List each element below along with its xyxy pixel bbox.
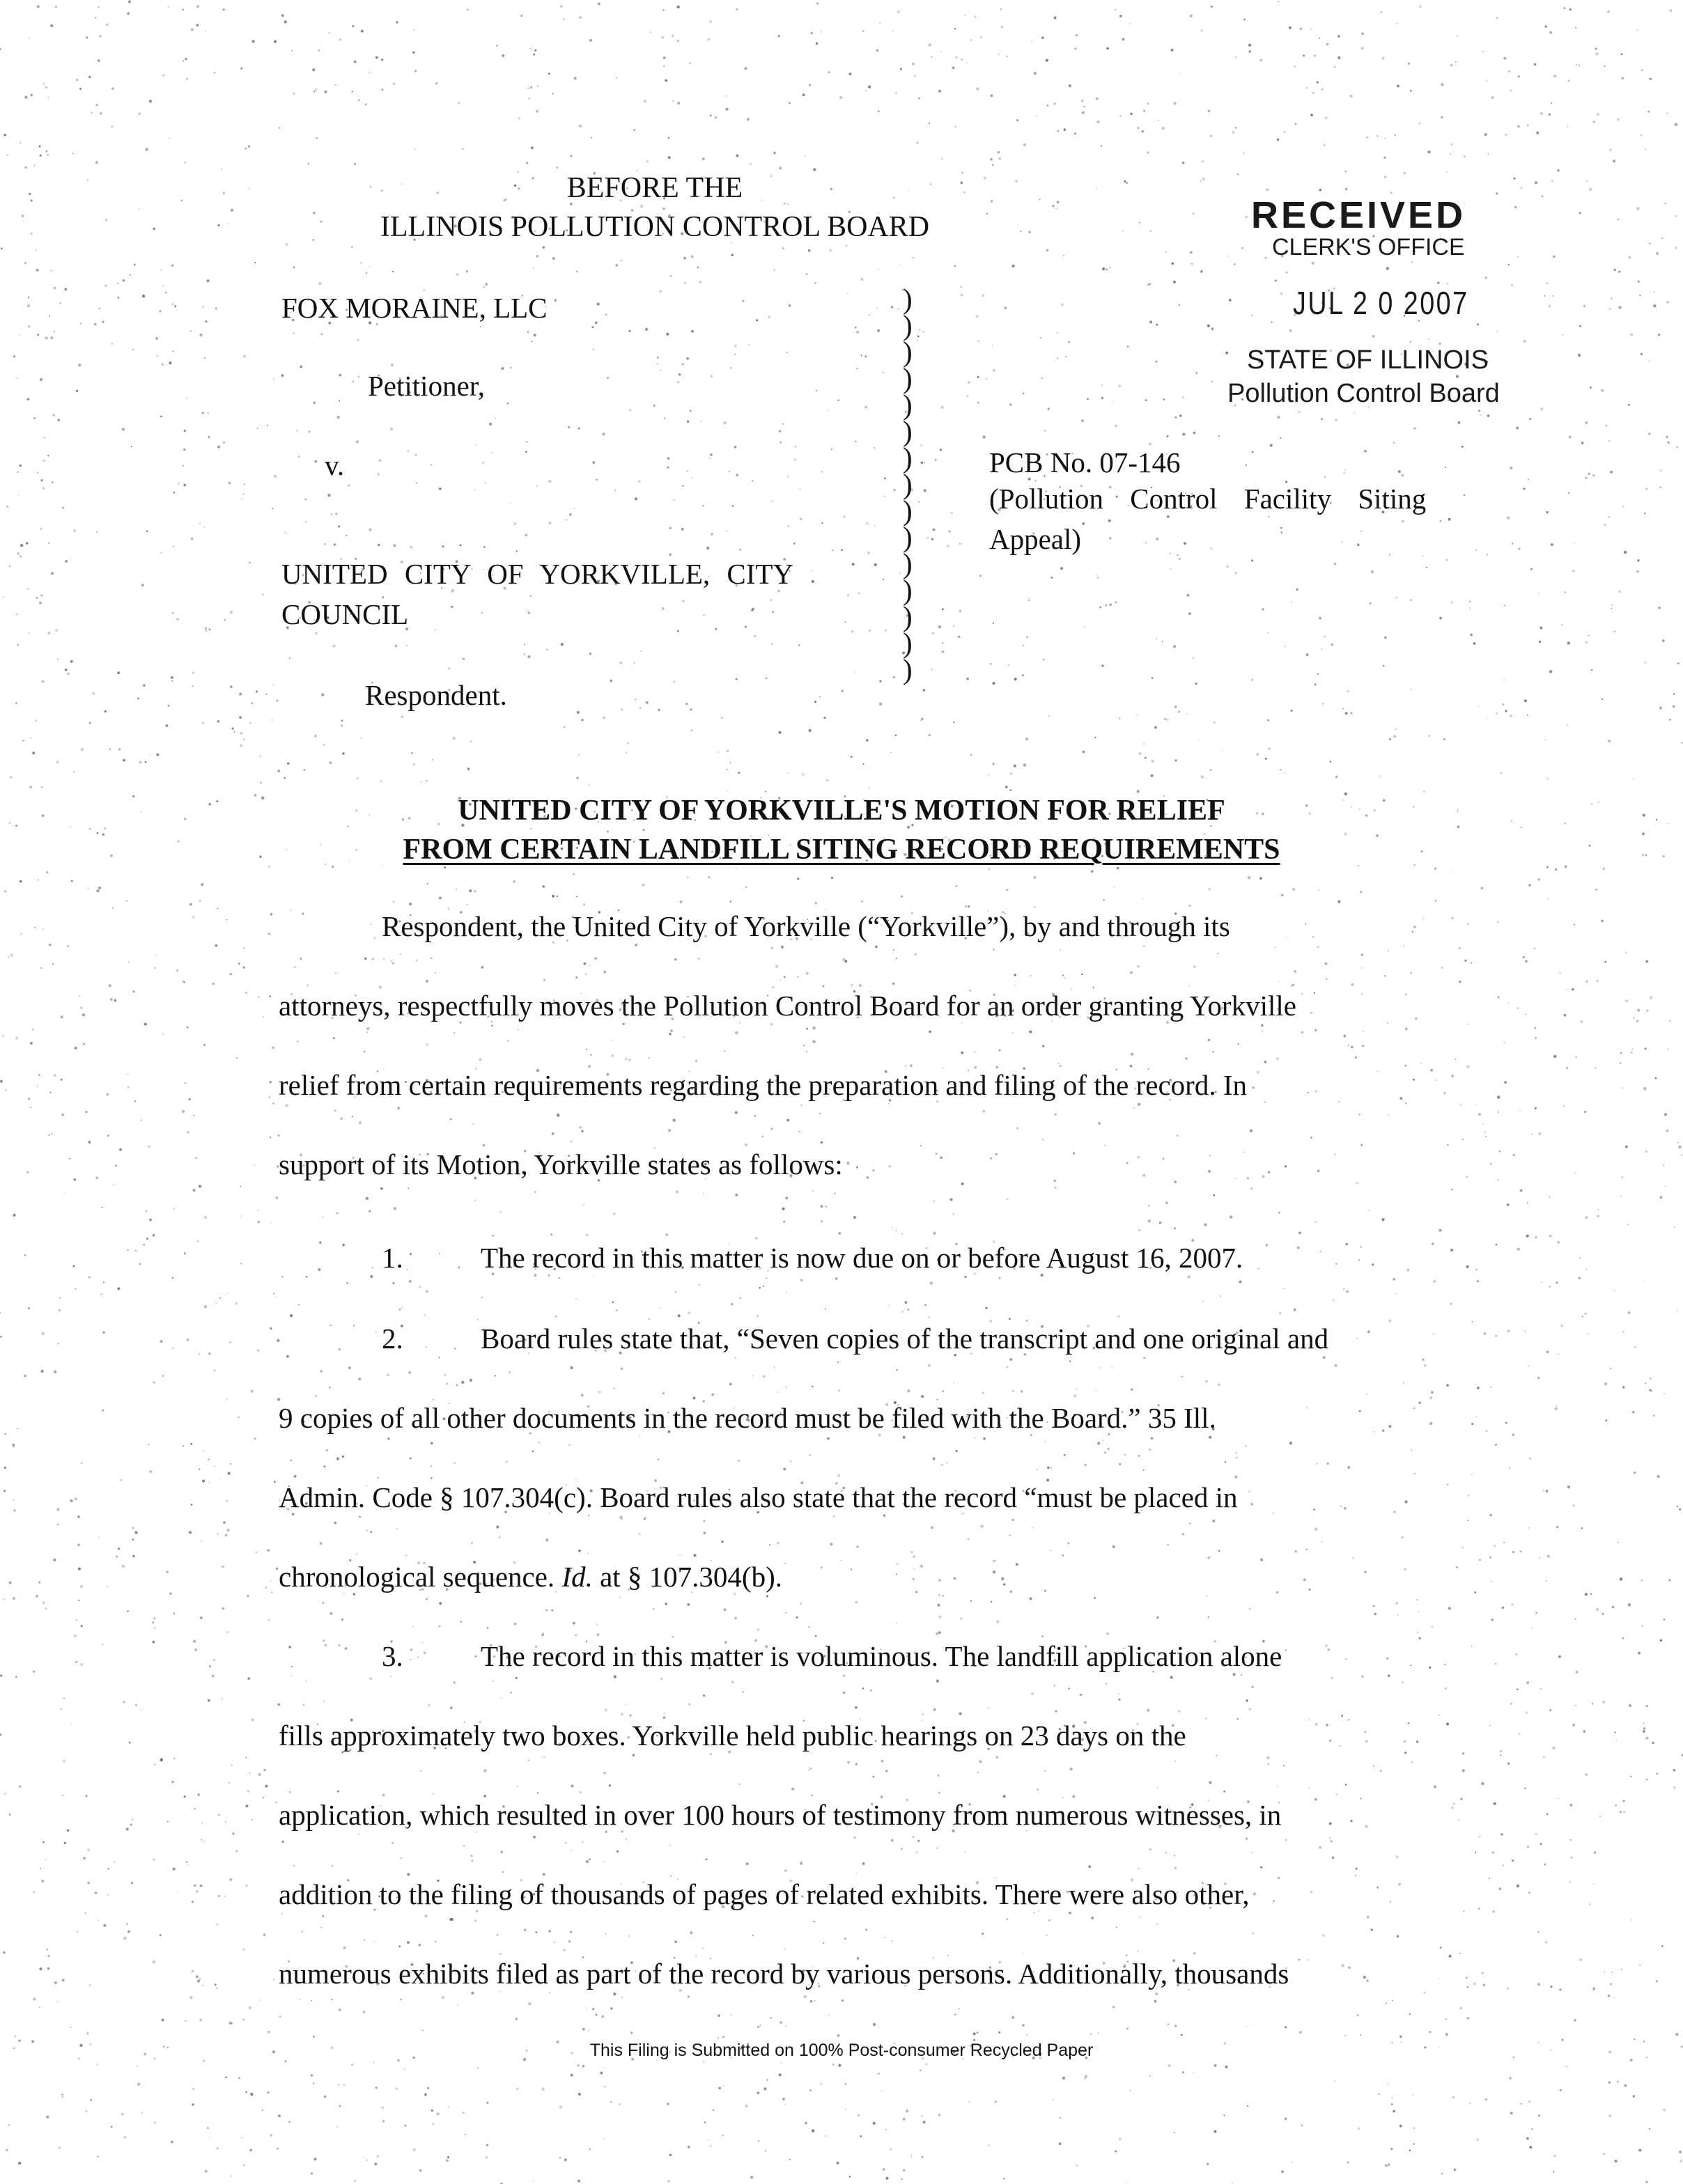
- paragraph-2-line3: Admin. Code § 107.304(c). Board rules also state that the record “must be placed in: [279, 1481, 1238, 1513]
- petitioner-name: FOX MORAINE, LLC: [281, 292, 548, 324]
- paragraph-2-line4-start: chronological sequence.: [279, 1561, 562, 1593]
- received-date-stamp: JUL 2 0 2007: [1293, 285, 1469, 321]
- paragraph-2-line4-end: at § 107.304(b).: [592, 1561, 782, 1593]
- case-number: PCB No. 07-146: [989, 446, 1181, 478]
- paragraph-2-line4: [279, 1560, 1491, 1593]
- court-header-line1: BEFORE THE: [566, 172, 743, 204]
- paragraph-2-line2: 9 copies of all other documents in the record must be filed with the Board.” 35 Ill.: [279, 1402, 1216, 1434]
- paragraph-3-line4: addition to the filing of thousands of pages of related exhibits. There were also other,: [279, 1878, 1250, 1910]
- motion-title-line1: UNITED CITY OF YORKVILLE'S MOTION FOR RELIEF: [458, 795, 1225, 827]
- clerk-office-stamp: CLERK'S OFFICE: [1272, 234, 1465, 260]
- paragraph-3-line3: application, which resulted in over 100 hours of testimony from numerous witnesses, in: [279, 1799, 1282, 1831]
- intro-line1: Respondent, the United City of Yorkville (“Yorkville”), by and through its: [382, 910, 1230, 942]
- versus-label: v.: [325, 449, 345, 481]
- id-citation: Id.: [561, 1561, 593, 1593]
- motion-title-line2: FROM CERTAIN LANDFILL SITING RECORD REQUIREMENTS: [403, 834, 1280, 866]
- recycled-paper-footer: This Filing is Submitted on 100% Post-consumer Recycled Paper: [589, 2041, 1094, 2060]
- paragraph-3-number: 3.: [382, 1640, 403, 1672]
- intro-line4: support of its Motion, Yorkville states as follows:: [279, 1148, 843, 1180]
- court-header-line2: ILLINOIS POLLUTION CONTROL BOARD: [380, 211, 930, 243]
- intro-line3: relief from certain requirements regarding the preparation and filing of the record. In: [279, 1069, 1247, 1101]
- petitioner-role: Petitioner,: [368, 370, 486, 402]
- paragraph-2-line1: Board rules state that, “Seven copies of the transcript and one original and: [481, 1323, 1329, 1355]
- intro-line2: attorneys, respectfully moves the Pollution Control Board for an order granting Yorkville: [279, 990, 1296, 1022]
- paragraph-1-number: 1.: [382, 1242, 403, 1274]
- state-stamp: STATE OF ILLINOIS: [1247, 345, 1489, 375]
- received-stamp: RECEIVED: [1251, 194, 1466, 236]
- respondent-role: Respondent.: [365, 679, 507, 711]
- paragraph-3-line1: The record in this matter is voluminous. The landfill application alone: [481, 1640, 1282, 1672]
- respondent-name-line1: UNITED CITY OF YORKVILLE, CITY: [281, 558, 794, 590]
- paragraph-3-line2: fills approximately two boxes. Yorkville held public hearings on 23 days on the: [279, 1719, 1186, 1752]
- board-stamp: Pollution Control Board: [1227, 379, 1500, 408]
- case-type-line1: (Pollution Control Facility Siting: [989, 483, 1427, 515]
- paragraph-2-number: 2.: [382, 1323, 403, 1355]
- paragraph-3-line5: numerous exhibits filed as part of the record by various persons. Additionally, thousands: [279, 1958, 1289, 1990]
- case-type-line2: Appeal): [989, 523, 1082, 555]
- paragraph-1-line1: The record in this matter is now due on or before August 16, 2007.: [481, 1242, 1243, 1274]
- respondent-name-line2: COUNCIL: [281, 598, 409, 630]
- caption-divider: ) ) ) ) ) ) ) ) ) ) ) ) ) ) ): [903, 283, 913, 685]
